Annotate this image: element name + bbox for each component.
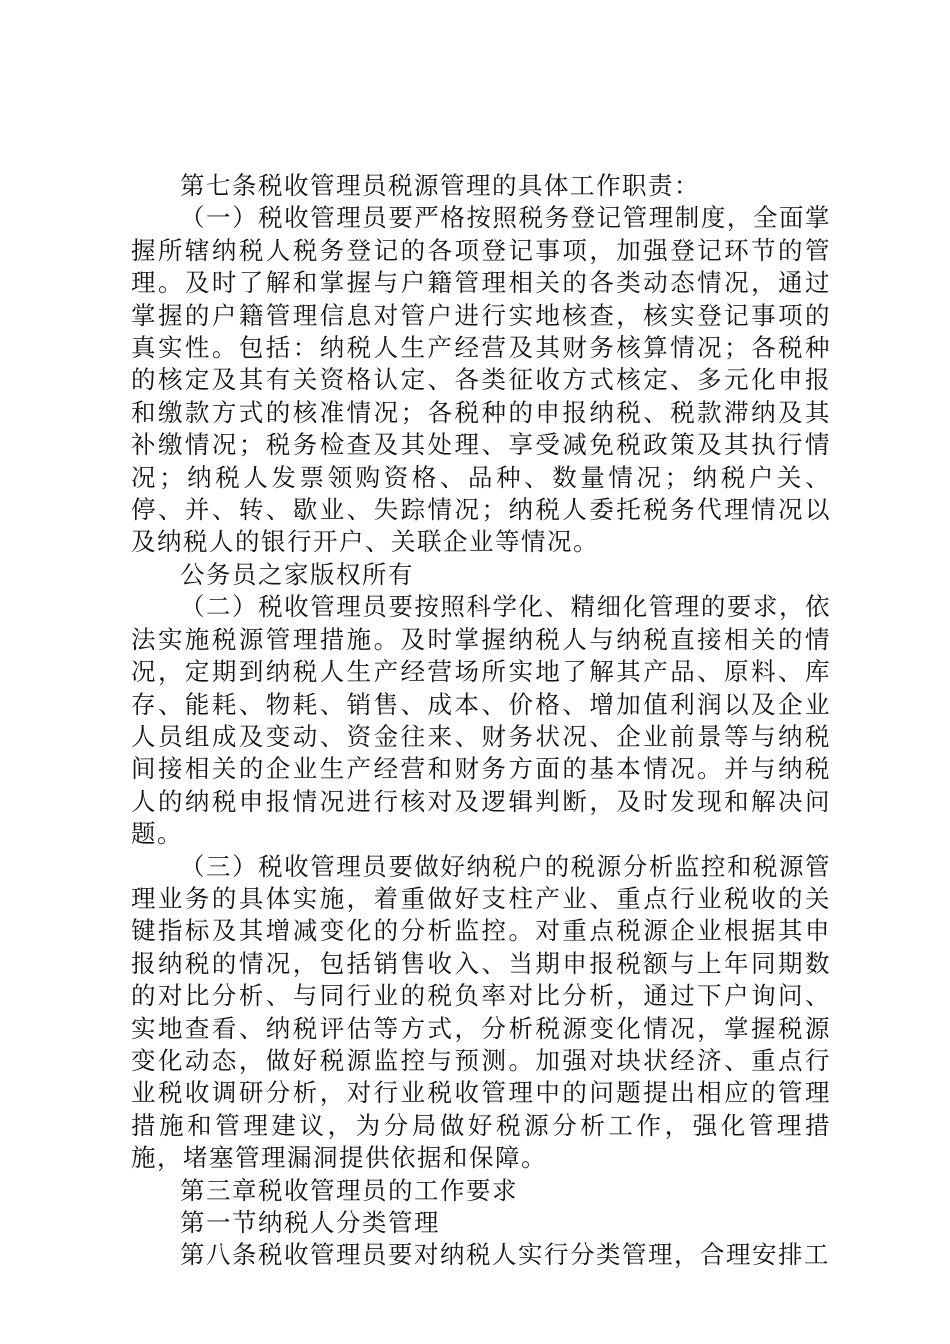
article-8-start: 第八条税收管理员要对纳税人实行分类管理，合理安排工 <box>180 1240 830 1270</box>
document-body <box>131 170 831 1272</box>
chapter-3-title: 第三章税收管理员的工作要求 <box>180 1175 518 1205</box>
paragraph-2: （二）税收管理员要按照科学化、精细化管理的要求，依法实施税源管理措施。及时掌握纳税人与纳税直接相关的情况，定期到纳税人生产经营场所实地了解其产品、原料、库存、能耗、物耗、销售、成本、价格、增加值利润以及企业人员组成及变动、资金往来、财务状况、企业前景等与纳税间接相关的企业生产经营和财务方面的基本情况。并与纳税人的纳税申报情况进行核对及逻辑判断，及时发现和解决问题。 <box>131 592 831 849</box>
paragraph-3: （三）税收管理员要做好纳税户的税源分析监控和税源管理业务的具体实施，着重做好支柱产业、重点行业税收的关键指标及其增减变化的分析监控。对重点税源企业根据其申报纳税的情况，包括销售收入、当期申报税额与上年同期数的对比分析、与同行业的税负率对比分析，通过下户询问、实地查看、纳税评估等方式，分析税源变化情况，掌握税源变化动态，做好税源监控与预测。加强对块状经济、重点行业税收调研分析，对行业税收管理中的问题提出相应的管理措施和管理建议，为分局做好税源分析工作，强化管理措施，堵塞管理漏洞提供依据和保障。 <box>131 851 831 1173</box>
section-1-title: 第一节纳税人分类管理 <box>180 1208 440 1237</box>
copyright-note: 公务员之家版权所有 <box>180 559 414 589</box>
paragraph-1: （一）税收管理员要严格按照税务登记管理制度，全面掌握所辖纳税人税务登记的各项登记事项，加强登记环节的管理。及时了解和掌握与户籍管理相关的各类动态情况，通过掌握的户籍管理信息对管户进行实地核查，核实登记事项的真实性。包括：纳税人生产经营及其财务核算情况；各税种的核定及其有关资格认定、各类征收方式核定、多元化申报和缴款方式的核准情况；各税种的申报纳税、税款滞纳及其补缴情况；税务检查及其处理、享受减免税政策及其执行情况；纳税人发票领购资格、品种、数量情况；纳税户关、停、并、转、歇业、失踪情况；纳税人委托税务代理情况以及纳税人的银行开户、关联企业等情况。 <box>131 203 831 557</box>
article-7-title: 第七条税收管理员税源管理的具体工作职责： <box>180 171 700 200</box>
